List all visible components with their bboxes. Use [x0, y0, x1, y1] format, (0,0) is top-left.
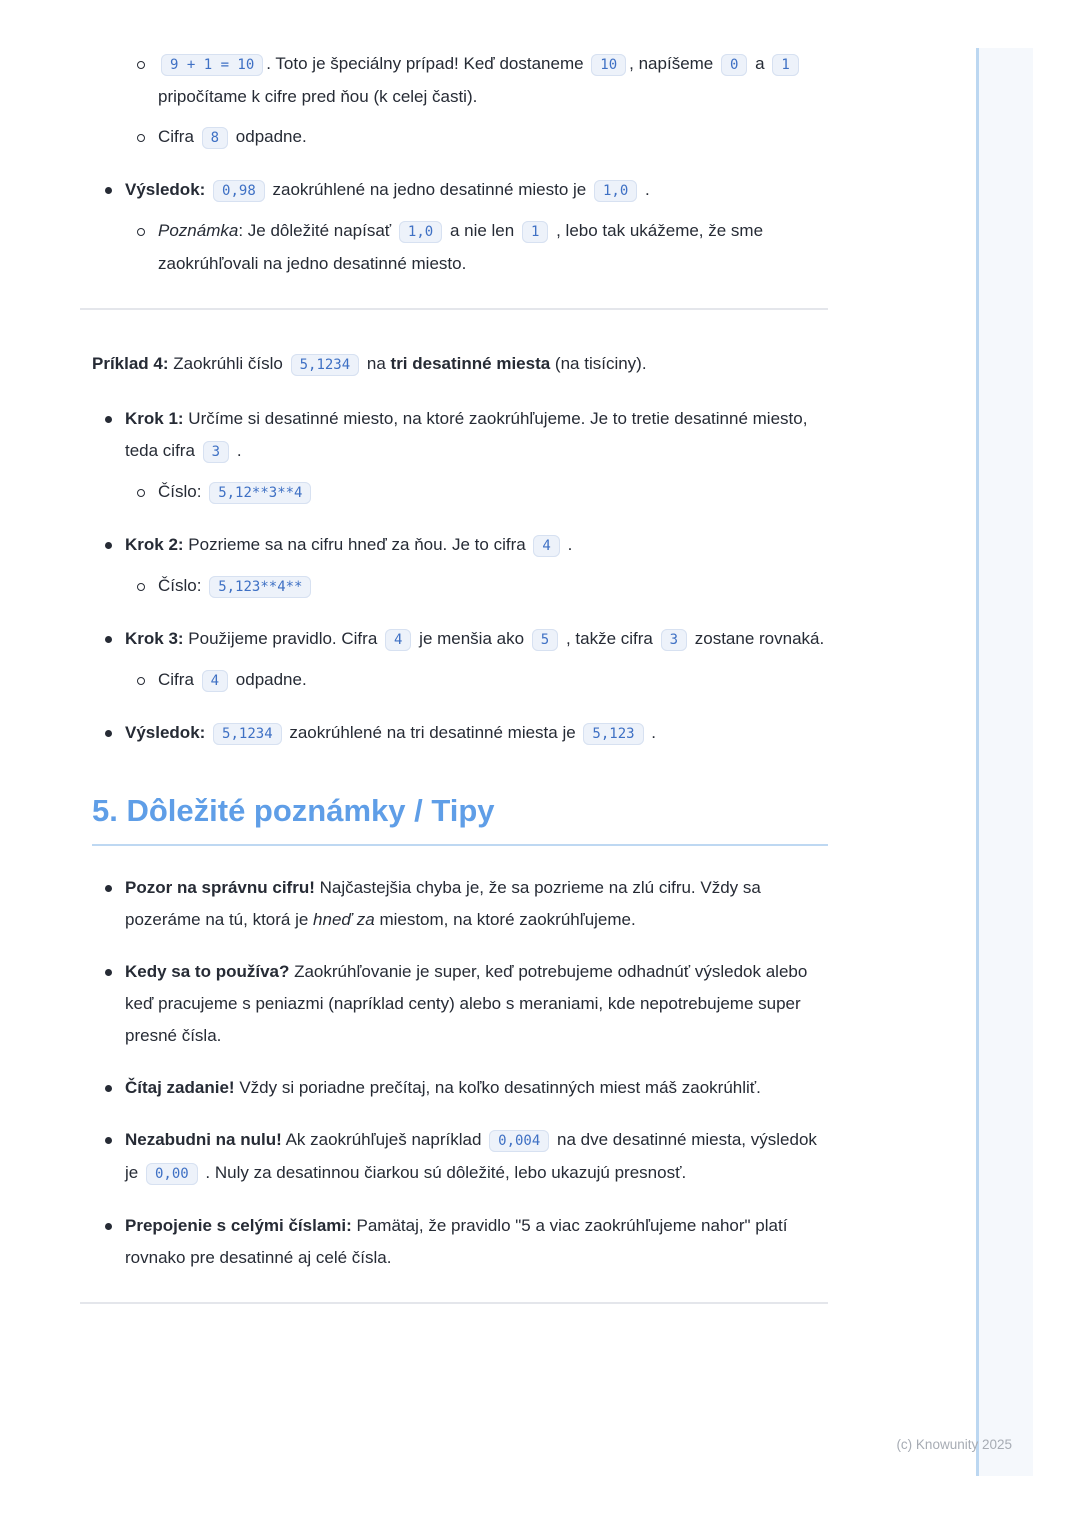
list-item-text	[125, 717, 828, 750]
list-item-text	[125, 623, 828, 656]
text-run: Pozor na správnu cifru!	[125, 878, 315, 897]
text-run: a nie len	[445, 221, 519, 240]
list-item	[137, 476, 828, 509]
inline-code-chip: 1,0	[594, 180, 637, 202]
list-item-text	[158, 215, 828, 280]
list-item-text	[125, 403, 828, 468]
list-item-text	[125, 956, 828, 1052]
list-item-text	[125, 529, 828, 562]
text-run	[205, 180, 210, 199]
text-run: pripočítame k cifre pred ňou (k celej časti).	[158, 87, 478, 106]
list-item	[105, 872, 828, 936]
inline-code-chip: 5	[532, 629, 558, 651]
bullet-marker-icon	[105, 730, 112, 737]
text-run: , takže cifra	[561, 629, 658, 648]
text-run: tri desatinné miesta	[390, 354, 551, 373]
text-run: Vždy si poriadne prečítaj, na koľko desatinných miest máš zaokrúhliť.	[234, 1078, 761, 1097]
bullet-marker-icon	[105, 885, 112, 892]
inline-code-chip: 1	[522, 221, 548, 243]
text-run: Kedy sa to používa?	[125, 962, 290, 981]
list-item	[137, 121, 828, 154]
divider	[80, 1302, 828, 1304]
text-run: . Toto je špeciálny prípad! Keď dostaneme	[266, 54, 589, 73]
text-run: Cifra	[158, 127, 199, 146]
text-run: Poznámka	[158, 221, 239, 240]
inline-code-chip: 4	[202, 670, 228, 692]
text-run: Nezabudni na nulu!	[125, 1130, 282, 1149]
bullet-marker-icon	[105, 187, 112, 194]
bullet-list	[92, 872, 828, 1274]
list-item-text	[125, 1124, 828, 1190]
text-run: Výsledok:	[125, 723, 206, 742]
text-run: je menšia ako	[414, 629, 529, 648]
list-item	[105, 1072, 828, 1104]
list-item-text	[125, 1072, 828, 1104]
text-run: . Nuly za desatinnou čiarkou sú dôležité, lebo ukazujú presnosť.	[200, 1163, 687, 1182]
circle-marker-icon	[137, 489, 145, 497]
text-run: Číslo:	[158, 576, 207, 595]
list-item	[137, 215, 828, 280]
section-heading: 5. Dôležité poznámky / Tipy	[92, 794, 828, 846]
list-item-text	[158, 121, 828, 154]
text-run: : Je dôležité napísať	[238, 221, 396, 240]
inline-code-chip: 3	[661, 629, 687, 651]
list-item	[105, 174, 828, 207]
text-run: , lebo tak ukážeme, že sme zaokrúhľovali na jedno desatinné miesto.	[158, 221, 764, 273]
list-item	[137, 664, 828, 697]
text-run: na	[362, 354, 391, 373]
inline-code-chip: 8	[202, 127, 228, 149]
text-run: zaokrúhlené na jedno desatinné miesto je	[267, 180, 591, 199]
list-item-text	[158, 48, 828, 113]
text-run: Ak zaokrúhľuješ napríklad	[281, 1130, 487, 1149]
inline-code-chip: 0,00	[146, 1163, 198, 1185]
text-run: .	[646, 723, 657, 742]
text-run: Čítaj zadanie!	[125, 1078, 235, 1097]
inline-code-chip: 5,1234	[213, 723, 282, 745]
inline-code-chip: 5,123	[583, 723, 643, 745]
list-item-text	[158, 476, 828, 509]
inline-code-chip: 1,0	[399, 221, 442, 243]
inline-code-chip: 5,12**3**4	[209, 482, 311, 504]
text-run: Cifra	[158, 670, 199, 689]
bullet-marker-icon	[105, 542, 112, 549]
document-content	[92, 48, 828, 1342]
bullet-marker-icon	[105, 1137, 112, 1144]
text-run: Krok 1:	[125, 409, 184, 428]
circle-marker-icon	[137, 677, 145, 685]
list-item-text	[158, 570, 828, 603]
bullet-list	[92, 403, 828, 750]
page-edge-strip	[976, 48, 1033, 1476]
footer-credit: (c) Knowunity 2025	[896, 1437, 1012, 1452]
bullet-marker-icon	[105, 636, 112, 643]
text-run: , napíšeme	[629, 54, 718, 73]
text-run: (na tisíciny).	[550, 354, 647, 373]
bullet-list	[92, 48, 828, 280]
text-run: Krok 3:	[125, 629, 184, 648]
text-run: Zaokrúhli číslo	[168, 354, 288, 373]
inline-code-chip: 1	[772, 54, 798, 76]
inline-code-chip: 0,004	[489, 1130, 549, 1152]
inline-code-chip: 4	[385, 629, 411, 651]
inline-code-chip: 3	[203, 441, 229, 463]
text-run: Výsledok:	[125, 180, 206, 199]
text-run: zaokrúhlené na tri desatinné miesta je	[284, 723, 581, 742]
text-run: Číslo:	[158, 482, 207, 501]
inline-code-chip: 9 + 1 = 10	[161, 54, 263, 76]
circle-marker-icon	[137, 134, 145, 142]
list-item-text	[125, 174, 828, 207]
circle-marker-icon	[137, 583, 145, 591]
bullet-marker-icon	[105, 416, 112, 423]
text-run: .	[562, 535, 573, 554]
text-run	[205, 723, 210, 742]
list-item	[137, 48, 828, 113]
inline-code-chip: 4	[533, 535, 559, 557]
list-item	[105, 623, 828, 656]
inline-code-chip: 5,1234	[291, 354, 360, 376]
inline-code-chip: 10	[591, 54, 626, 76]
text-run: .	[232, 441, 242, 460]
list-item-text	[125, 1210, 828, 1274]
paragraph	[92, 348, 828, 381]
circle-marker-icon	[137, 61, 145, 69]
list-item	[105, 1124, 828, 1190]
text-run: Krok 2:	[125, 535, 184, 554]
text-run: Pamätaj, že pravidlo "5 a viac zaokrúhľujeme nahor" platí rovnako pre desatinné aj celé čísla.	[125, 1216, 788, 1267]
text-run: Prepojenie s celými číslami:	[125, 1216, 352, 1235]
text-run: odpadne.	[231, 670, 307, 689]
inline-code-chip: 5,123**4**	[209, 576, 311, 598]
list-item	[105, 717, 828, 750]
divider	[80, 308, 828, 310]
list-item	[137, 570, 828, 603]
text-run: Príklad 4:	[92, 354, 169, 373]
inline-code-chip: 0	[721, 54, 747, 76]
list-item-text	[158, 664, 828, 697]
text-run: Použijeme pravidlo. Cifra	[183, 629, 382, 648]
bullet-marker-icon	[105, 1085, 112, 1092]
list-item	[105, 1210, 828, 1274]
text-run: Pozrieme sa na cifru hneď za ňou. Je to cifra	[183, 535, 531, 554]
text-run: odpadne.	[231, 127, 307, 146]
text-run: Zaokrúhľovanie je super, keď potrebujeme odhadnúť výsledok alebo keď pracujeme s peniazmi (napríklad centy) alebo s meraniami, kde nepotrebujeme super presné čísla.	[125, 962, 808, 1045]
circle-marker-icon	[137, 228, 145, 236]
text-run: miestom, na ktoré zaokrúhľujeme.	[374, 910, 636, 929]
inline-code-chip: 0,98	[213, 180, 265, 202]
text-run: na dve desatinné miesta, výsledok je	[125, 1130, 817, 1182]
text-run: .	[640, 180, 650, 199]
text-run: hneď za	[313, 910, 375, 929]
text-run: Najčastejšia chyba je, že sa pozrieme na zlú cifru. Vždy sa pozeráme na tú, ktorá je	[125, 878, 761, 929]
list-item	[105, 529, 828, 562]
text-run: Určíme si desatinné miesto, na ktoré zaokrúhľujeme. Je to tretie desatinné miesto, teda cifra	[125, 409, 808, 460]
text-run: a	[750, 54, 770, 73]
bullet-marker-icon	[105, 969, 112, 976]
list-item	[105, 403, 828, 468]
list-item	[105, 956, 828, 1052]
bullet-marker-icon	[105, 1223, 112, 1230]
list-item-text	[125, 872, 828, 936]
text-run: zostane rovnaká.	[690, 629, 825, 648]
